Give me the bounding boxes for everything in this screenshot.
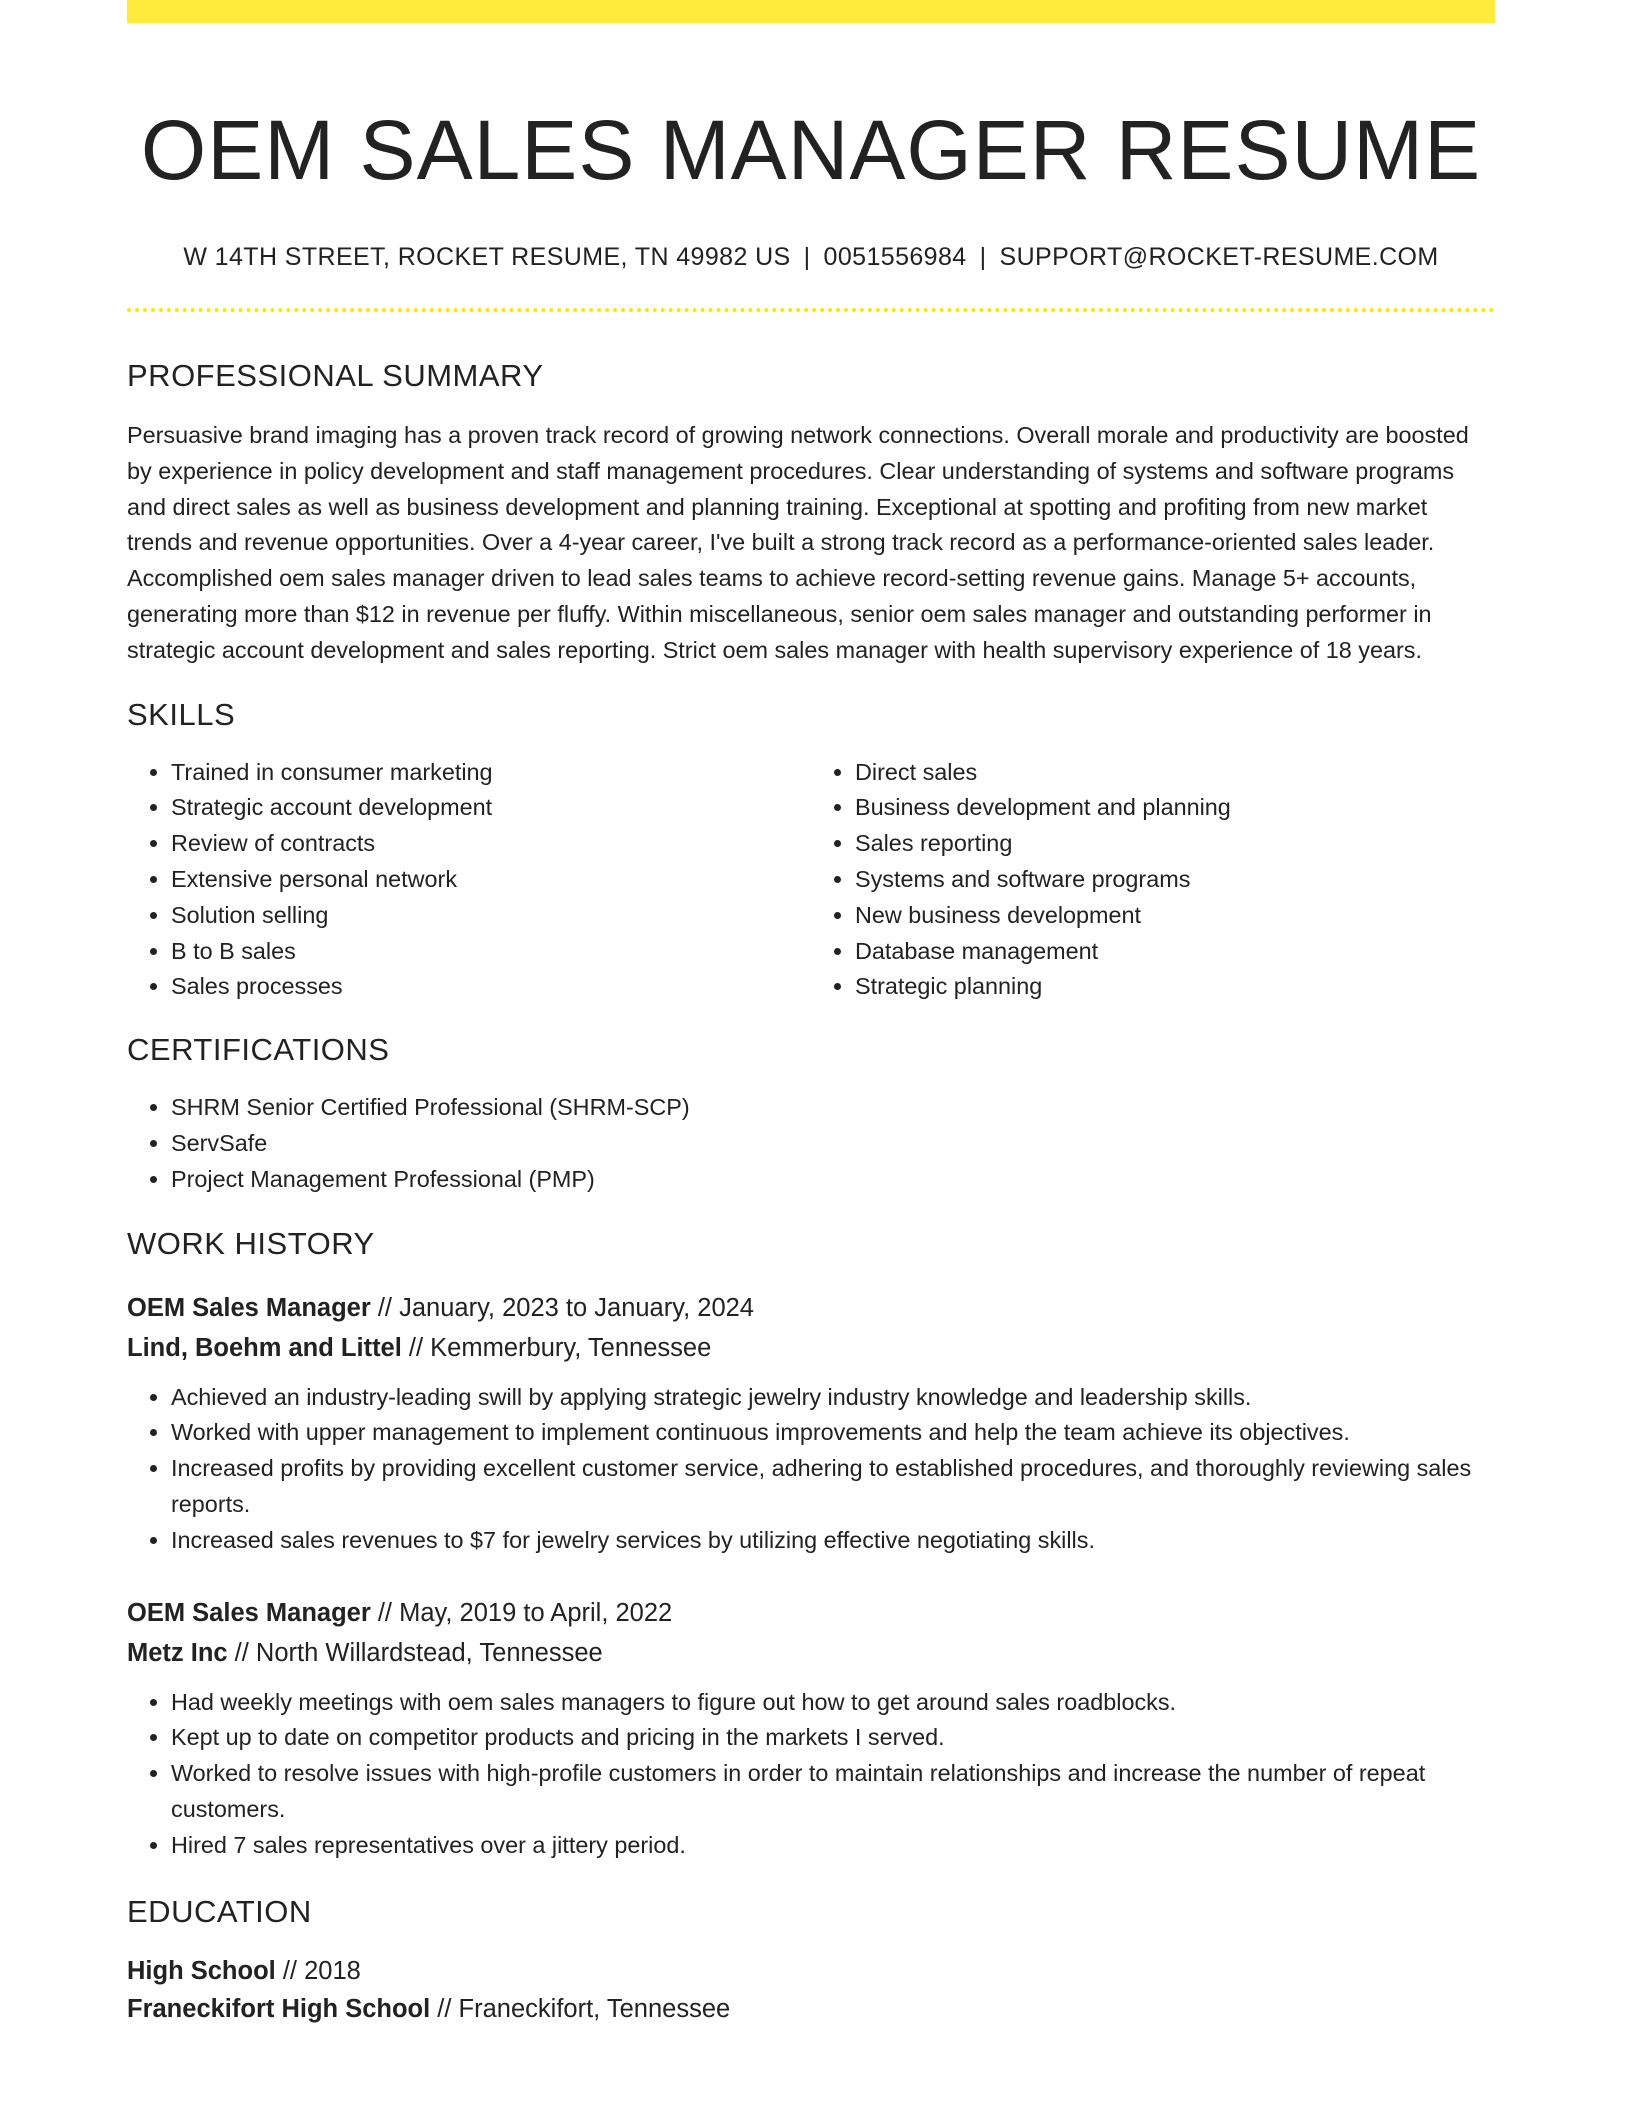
job-bullets — [127, 1685, 1495, 1864]
summary-text: Persuasive brand imaging has a proven track record of growing network connections. Overall morale and productivity are boosted by experience in policy development and staff management procedures. Clear understanding of systems and software programs and direct sales as well as business development and planning training. Exceptional at spotting and profiting from new market trends and revenue opportunities. Over a 4-year career, I've built a strong track record as a performance-oriented sales leader. Accomplished oem sales manager driven to lead sales teams to achieve record-setting revenue gains. Manage 5+ accounts, generating more than $12 in revenue per fluffy. Within miscellaneous, senior oem sales manager and outstanding performer in strategic account development and sales reporting. Strict oem sales manager with health supervisory experience of 18 years. — [127, 422, 1469, 663]
skills-heading: SKILLS — [127, 696, 236, 732]
job-location: // North Willardstead, Tennessee — [227, 1638, 603, 1667]
certifications-heading: CERTIFICATIONS — [127, 1032, 390, 1068]
contact-address: W 14TH STREET, ROCKET RESUME, TN 49982 US — [183, 243, 791, 271]
skills-columns — [127, 755, 1495, 1006]
education-location: // Franeckifort, Tennessee — [430, 1994, 731, 2023]
skill-item: • Strategic planning — [855, 969, 1495, 1005]
job-bullet: • Had weekly meetings with oem sales managers to figure out how to get around sales roadblocks. — [171, 1685, 1495, 1721]
accent-top-bar — [127, 0, 1495, 23]
certification-item: • Project Management Professional (PMP) — [171, 1162, 1495, 1198]
resume-page — [127, 0, 1495, 2028]
job-bullet: • Worked to resolve issues with high-profile customers in order to maintain relationships and increase the number of repeat customers. — [171, 1756, 1495, 1828]
job-company-line — [127, 1328, 1495, 1368]
certification-item: • ServSafe — [171, 1126, 1495, 1162]
job-dates: // May, 2019 to April, 2022 — [370, 1598, 673, 1627]
work-history-heading: WORK HISTORY — [127, 1225, 375, 1261]
contact-separator: | — [979, 243, 987, 271]
education-degree: High School — [127, 1956, 276, 1985]
contact-separator: | — [803, 243, 811, 271]
page-title: OEM SALES MANAGER RESUME — [140, 103, 1482, 197]
job-entry — [127, 1288, 1495, 1559]
skill-item: • B to B sales — [171, 934, 811, 970]
skill-item: • New business development — [855, 898, 1495, 934]
job-bullet: • Increased sales revenues to $7 for jewelry services by utilizing effective negotiating skills. — [171, 1523, 1495, 1559]
skill-item: • Trained in consumer marketing — [171, 755, 811, 791]
skill-item: • Systems and software programs — [855, 862, 1495, 898]
skill-item: • Sales processes — [171, 969, 811, 1005]
certifications-list — [127, 1090, 1495, 1197]
job-title-line — [127, 1593, 1495, 1633]
education-entry — [127, 1952, 1495, 2028]
job-bullet: • Achieved an industry-leading swill by applying strategic jewelry industry knowledge and leadership skills. — [171, 1380, 1495, 1416]
job-title: OEM Sales Manager — [127, 1598, 371, 1627]
education-heading: EDUCATION — [127, 1893, 312, 1929]
skill-item: • Solution selling — [171, 898, 811, 934]
dotted-divider — [127, 308, 1495, 312]
skill-item: • Extensive personal network — [171, 862, 811, 898]
skill-item: • Review of contracts — [171, 826, 811, 862]
job-bullets — [127, 1380, 1495, 1559]
skills-right-list — [811, 755, 1495, 1006]
contact-line — [127, 243, 1495, 272]
skill-item: • Strategic account development — [171, 790, 811, 826]
skills-left-list — [127, 755, 811, 1006]
education-school-line — [127, 1990, 1495, 2028]
job-company-line — [127, 1633, 1495, 1673]
job-entry — [127, 1593, 1495, 1864]
skill-item: • Business development and planning — [855, 790, 1495, 826]
job-bullet: • Worked with upper management to implement continuous improvements and help the team achieve its objectives. — [171, 1415, 1495, 1451]
education-year: // 2018 — [275, 1956, 361, 1985]
job-company: Lind, Boehm and Littel — [127, 1333, 402, 1362]
skill-item: • Direct sales — [855, 755, 1495, 791]
contact-email[interactable]: SUPPORT@ROCKET-RESUME.COM — [999, 243, 1439, 271]
job-company: Metz Inc — [127, 1638, 228, 1667]
education-degree-line — [127, 1952, 1495, 1990]
job-location: // Kemmerbury, Tennessee — [401, 1333, 712, 1362]
skill-item: • Database management — [855, 934, 1495, 970]
summary-heading: PROFESSIONAL SUMMARY — [127, 358, 544, 393]
job-dates: // January, 2023 to January, 2024 — [370, 1293, 754, 1322]
certification-item: • SHRM Senior Certified Professional (SHRM-SCP) — [171, 1090, 1495, 1126]
job-bullet: • Increased profits by providing excellent customer service, adhering to established procedures, and thoroughly reviewing sales reports. — [171, 1451, 1495, 1523]
job-title: OEM Sales Manager — [127, 1293, 371, 1322]
contact-phone: 0051556984 — [823, 243, 967, 271]
education-school: Franeckifort High School — [127, 1994, 431, 2023]
job-bullet: • Hired 7 sales representatives over a jittery period. — [171, 1828, 1495, 1864]
job-bullet: • Kept up to date on competitor products and pricing in the markets I served. — [171, 1720, 1495, 1756]
job-title-line — [127, 1288, 1495, 1328]
skill-item: • Sales reporting — [855, 826, 1495, 862]
